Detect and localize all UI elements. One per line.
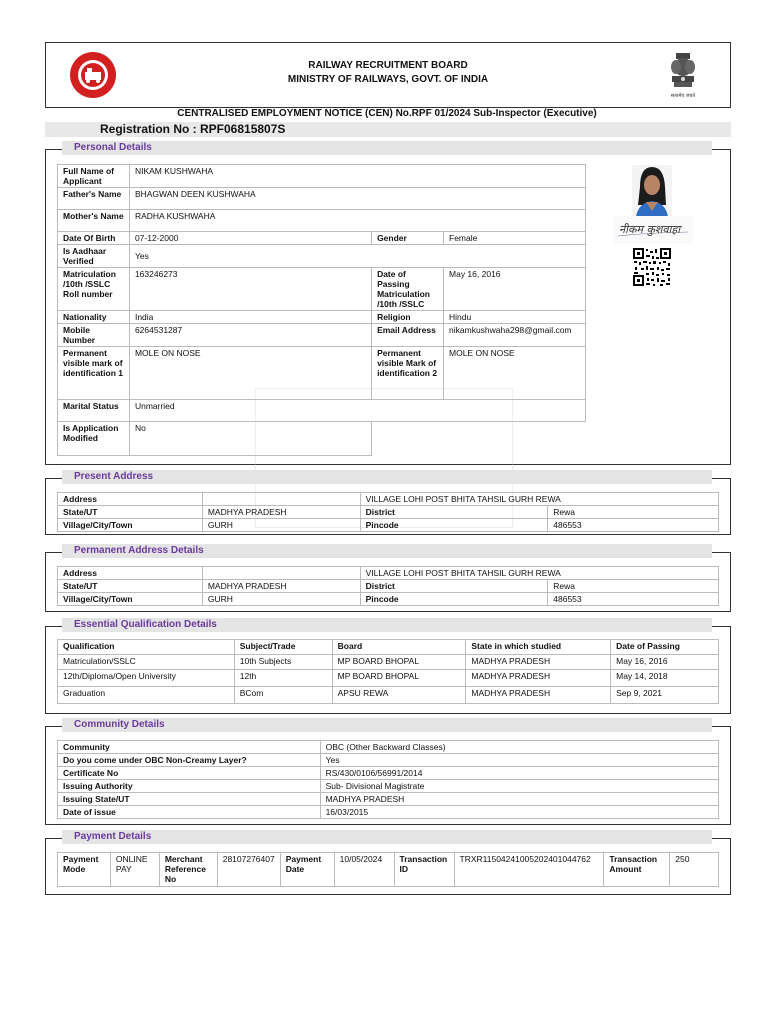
value-mark1: MOLE ON NOSE (129, 347, 371, 400)
table-row (58, 767, 719, 780)
label-matric-roll: Matriculation /10th /SSLC Roll number (58, 268, 130, 311)
applicant-photo (632, 165, 672, 217)
label-matric-passing: Date of Passing Matriculation /10th /SSLC (372, 268, 444, 311)
registration-number: Registration No : RPF06815807S (100, 122, 286, 136)
qualification-table (57, 639, 719, 704)
table-row (58, 780, 719, 793)
cell-qualification: 12th/Diploma/Open University (58, 670, 235, 687)
col-header-board: Board (332, 640, 466, 655)
cell-subject: 10th Subjects (234, 655, 332, 670)
label-state: State/UT (58, 580, 203, 593)
label-gender: Gender (372, 232, 444, 245)
value-merchant-ref: 28107276407 (217, 853, 280, 887)
value-matric-passing: May 16, 2016 (444, 268, 586, 311)
cell-qualification: Graduation (58, 687, 235, 704)
label-mark2: Permanent visible Mark of identification 2 (372, 347, 444, 400)
value-religion: Hindu (444, 311, 586, 324)
value-aadhaar: Yes (129, 245, 585, 268)
section-title: Present Address (74, 471, 154, 482)
value-nationality: India (129, 311, 371, 324)
value-pincode: 486553 (548, 593, 719, 606)
label-pincode: Pincode (360, 593, 548, 606)
cell-board: APSU REWA (332, 687, 466, 704)
section-title: Community Details (74, 719, 165, 730)
label-non-creamy: Do you come under OBC Non-Creamy Layer? (58, 754, 321, 767)
header-subtitle: MINISTRY OF RAILWAYS, GOVT. OF INDIA (287, 74, 489, 85)
value-mother-name: RADHA KUSHWAHA (129, 210, 585, 232)
value-father-name: BHAGWAN DEEN KUSHWAHA (129, 188, 585, 210)
section-header-bar (62, 830, 712, 844)
personal-details-table (57, 164, 586, 456)
table-row (58, 793, 719, 806)
label-issuing-authority: Issuing Authority (58, 780, 321, 793)
label-district: District (360, 506, 548, 519)
table-row (58, 806, 719, 819)
applicant-signature: नीकम कुशवाहा (619, 223, 681, 236)
value-certificate-no: RS/430/0106/56991/2014 (320, 767, 718, 780)
value-community: OBC (Other Backward Classes) (320, 741, 718, 754)
label-mark1: Permanent visible mark of identification 1 (58, 347, 130, 400)
label-dob: Date Of Birth (58, 232, 130, 245)
present-address-table (57, 492, 719, 532)
cell-state: MADHYA PRADESH (466, 687, 611, 704)
section-title: Personal Details (74, 142, 152, 153)
label-modified: Is Application Modified (58, 422, 130, 456)
value-district: Rewa (548, 506, 719, 519)
label-nationality: Nationality (58, 311, 130, 324)
label-village: Village/City/Town (58, 593, 203, 606)
label-community: Community (58, 741, 321, 754)
table-row (58, 754, 719, 767)
value-dob: 07-12-2000 (129, 232, 371, 245)
header-title: RAILWAY RECRUITMENT BOARD (308, 60, 468, 71)
value-payment-date: 10/05/2024 (334, 853, 394, 887)
table-row (58, 687, 719, 704)
value-gender: Female (444, 232, 586, 245)
col-header-state: State in which studied (466, 640, 611, 655)
cell-subject: BCom (234, 687, 332, 704)
value-non-creamy: Yes (320, 754, 718, 767)
cell-board: MP BOARD BHOPAL (332, 655, 466, 670)
value-district: Rewa (548, 580, 719, 593)
table-row (58, 655, 719, 670)
col-header-subject: Subject/Trade (234, 640, 332, 655)
value-issuing-state: MADHYA PRADESH (320, 793, 718, 806)
national-emblem (666, 49, 700, 101)
cell-board: MP BOARD BHOPAL (332, 670, 466, 687)
value-modified: No (129, 422, 371, 456)
cell-date: May 14, 2018 (611, 670, 719, 687)
community-table (57, 740, 719, 819)
label-father-name: Father's Name (58, 188, 130, 210)
label-payment-mode: Payment Mode (58, 853, 111, 887)
value-address: VILLAGE LOHI POST BHITA TAHSIL GURH REWA (360, 567, 718, 580)
value-village: GURH (202, 593, 360, 606)
permanent-address-table (57, 566, 719, 606)
label-issuing-state: Issuing State/UT (58, 793, 321, 806)
label-pincode: Pincode (360, 519, 548, 532)
value-issuing-authority: Sub- Divisional Magistrate (320, 780, 718, 793)
value-matric-roll: 163246273 (129, 268, 371, 311)
label-village: Village/City/Town (58, 519, 203, 532)
value-date-of-issue: 16/03/2015 (320, 806, 718, 819)
label-state: State/UT (58, 506, 203, 519)
label-aadhaar: Is Aadhaar Verified (58, 245, 130, 268)
value-village: GURH (202, 519, 360, 532)
value-email: nikamkushwaha298@gmail.com (444, 324, 586, 347)
value-address: VILLAGE LOHI POST BHITA TAHSIL GURH REWA (360, 493, 718, 506)
label-district: District (360, 580, 548, 593)
qr-code (632, 247, 672, 287)
label-address: Address (58, 567, 203, 580)
signature-box (613, 216, 693, 244)
label-transaction-amount: Transaction Amount (604, 853, 670, 887)
col-header-date: Date of Passing (611, 640, 719, 655)
value-full-name: NIKAM KUSHWAHA (129, 165, 585, 188)
value-transaction-amount: 250 (670, 853, 719, 887)
section-header-bar (62, 141, 712, 155)
svg-text:सत्यमेव जयते: सत्यमेव जयते (670, 93, 696, 99)
label-address: Address (58, 493, 203, 506)
label-certificate-no: Certificate No (58, 767, 321, 780)
payment-table (57, 852, 719, 887)
header-box (45, 42, 731, 108)
cell-date: Sep 9, 2021 (611, 687, 719, 704)
notice-title: CENTRALISED EMPLOYMENT NOTICE (CEN) No.RPF 01/2024 Sub-Inspector (Executive) (177, 108, 597, 119)
label-email: Email Address (372, 324, 444, 347)
value-payment-mode: ONLINE PAY (110, 853, 159, 887)
col-header-qualification: Qualification (58, 640, 235, 655)
value-mark2: MOLE ON NOSE (444, 347, 586, 400)
value-pincode: 486553 (548, 519, 719, 532)
value-mobile: 6264531287 (129, 324, 371, 347)
label-religion: Religion (372, 311, 444, 324)
cell-date: May 16, 2016 (611, 655, 719, 670)
cell-state: MADHYA PRADESH (466, 655, 611, 670)
cell-qualification: Matriculation/SSLC (58, 655, 235, 670)
label-mother-name: Mother's Name (58, 210, 130, 232)
table-row (58, 670, 719, 687)
section-header-bar (62, 470, 712, 484)
section-title: Permanent Address Details (74, 545, 204, 556)
value-state: MADHYA PRADESH (202, 580, 360, 593)
value-transaction-id: TRXR11504241005202401044762 (454, 853, 604, 887)
label-payment-date: Payment Date (280, 853, 334, 887)
label-mobile: Mobile Number (58, 324, 130, 347)
section-title: Payment Details (74, 831, 152, 842)
value-marital: Unmarried (129, 400, 585, 422)
label-full-name: Full Name of Applicant (58, 165, 130, 188)
label-merchant-ref: Merchant Reference No (159, 853, 217, 887)
section-title: Essential Qualification Details (74, 619, 217, 630)
table-row (58, 741, 719, 754)
value-state: MADHYA PRADESH (202, 506, 360, 519)
label-marital: Marital Status (58, 400, 130, 422)
cell-subject: 12th (234, 670, 332, 687)
cell-state: MADHYA PRADESH (466, 670, 611, 687)
label-transaction-id: Transaction ID (394, 853, 454, 887)
label-date-of-issue: Date of issue (58, 806, 321, 819)
